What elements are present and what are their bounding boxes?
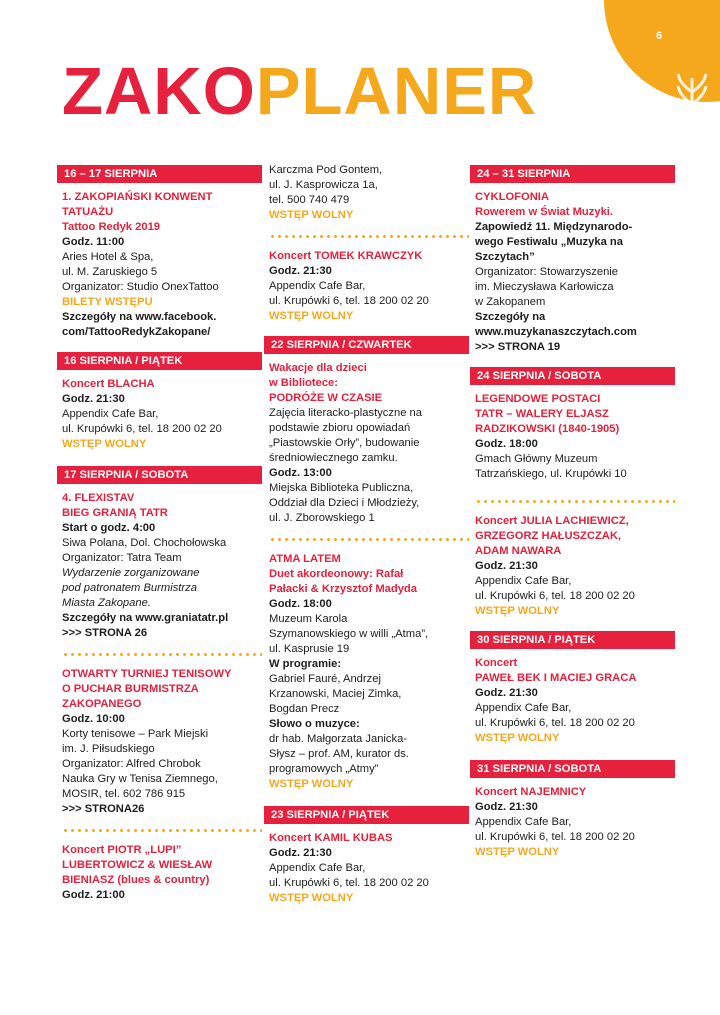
event-continued [269, 163, 469, 223]
column-3 [475, 165, 675, 868]
event-title: GRZEGORZ HAŁUSZCZAK, [475, 530, 622, 542]
event-atma-latem [269, 552, 469, 792]
event-time: Godz. 21:30 [475, 687, 538, 699]
event-admission: WSTĘP WOLNY [269, 209, 354, 221]
event-address: ul. Krupówki 6, tel. 18 200 02 20 [475, 590, 635, 602]
event-description: Zapowiedź 11. Międzynarodo- [475, 221, 633, 233]
event-title: Wakacje dla dzieci [269, 362, 367, 374]
event-organizer: im. Mieczysława Karłowicza [475, 281, 614, 293]
event-venue: Miejska Biblioteka Publiczna, [269, 482, 414, 494]
event-title: Koncert TOMEK KRAWCZYK [269, 250, 423, 262]
event-time: Godz. 13:00 [269, 467, 332, 479]
event-note: pod patronatem Burmistrza [62, 582, 197, 594]
event-title: BIENIASZ (blues & country) [62, 874, 210, 886]
dotted-divider [475, 500, 675, 503]
event-note: Wydarzenie zorganizowane [62, 567, 200, 579]
event-details: www.muzykanaszczytach.com [475, 326, 637, 338]
event-admission: WSTĘP WOLNY [475, 605, 560, 617]
event-description: Zajęcia literacko-plastyczne na [269, 407, 422, 419]
event-title: LEGENDOWE POSTACI [475, 393, 601, 405]
event-title: TATUAŻU [62, 206, 114, 218]
event-title: Koncert [475, 657, 518, 669]
event-description: średniowiecznego zamku. [269, 452, 398, 464]
event-description: podstawie zbioru opowiadań [269, 422, 411, 434]
dotted-divider [269, 538, 469, 541]
event-wakacje-dla-dzieci [269, 361, 469, 526]
event-venue: im. J. Piłsudskiego [62, 743, 155, 755]
date-header: 17 SIERPNIA / SOBOTA [57, 466, 262, 484]
event-page-ref: >>> STRONA 19 [475, 341, 561, 353]
column-2 [269, 163, 469, 914]
dotted-divider [62, 653, 262, 656]
event-title: O PUCHAR BURMISTRZA [62, 683, 199, 695]
event-admission: WSTĘP WOLNY [475, 846, 560, 858]
event-concert-najemnicy [475, 785, 675, 860]
event-time: Godz. 10:00 [62, 713, 125, 725]
event-legendowe-postaci [475, 392, 675, 482]
event-venue: Appendix Cafe Bar, [475, 816, 572, 828]
event-title: 1. ZAKOPIAŃSKI KONWENT [62, 191, 213, 203]
event-title: Koncert PIOTR „LUPI” [62, 844, 182, 856]
event-time: Godz. 21:30 [475, 801, 538, 813]
event-venue: Appendix Cafe Bar, [475, 575, 572, 587]
event-title: Koncert KAMIL KUBAS [269, 832, 393, 844]
event-details: Szczegóły na www.facebook. [62, 311, 217, 323]
date-header: 16 SIERPNIA / PIĄTEK [57, 352, 262, 370]
event-title: TATR – WALERY ELJASZ [475, 408, 609, 420]
event-title: ATMA LATEM [269, 553, 341, 565]
date-header: 16 – 17 SIERPNIA [57, 165, 262, 183]
talk-speaker: programowych „Atmy” [269, 763, 379, 775]
event-note: Miasta Zakopane. [62, 597, 151, 609]
event-admission: WSTĘP WOLNY [269, 778, 354, 790]
date-header: 31 SIERPNIA / SOBOTA [470, 760, 675, 778]
program-item: Gabriel Fauré, Andrzej [269, 673, 381, 685]
event-admission: BILETY WSTĘPU [62, 296, 153, 308]
event-concert-pawel-bek [475, 656, 675, 746]
event-time: Godz. 18:00 [475, 438, 538, 450]
event-organizer: Organizator: Stowarzyszenie [475, 266, 619, 278]
event-title: RADZIKOWSKI (1840-1905) [475, 423, 620, 435]
event-title: ZAKOPANEGO [62, 698, 142, 710]
event-admission: WSTĘP WOLNY [269, 310, 354, 322]
program-label: W programie: [269, 658, 342, 670]
event-time: Godz. 11:00 [62, 236, 125, 248]
event-organizer: Organizator: Alfred Chrobok [62, 758, 201, 770]
event-title: LUBERTOWICZ & WIESŁAW [62, 859, 213, 871]
event-tennis-tournament [62, 667, 262, 817]
event-title: Koncert NAJEMNICY [475, 786, 587, 798]
event-venue: Muzeum Karola [269, 613, 348, 625]
event-address: ul. Krupówki 6, tel. 18 200 02 20 [269, 877, 429, 889]
date-header: 30 SIERPNIA / PIĄTEK [470, 631, 675, 649]
event-title: w Bibliotece: [269, 377, 338, 389]
event-address: Tatrzańskiego, ul. Krupówki 10 [475, 468, 627, 480]
event-time: Godz. 21:30 [475, 560, 538, 572]
event-title: ADAM NAWARA [475, 545, 562, 557]
event-phone: tel. 500 740 479 [269, 194, 350, 206]
event-description: wego Festiwalu „Muzyka na [475, 236, 623, 248]
event-description: „Piastowskie Orły”, budowanie [269, 437, 420, 449]
date-header: 24 SIERPNIA / SOBOTA [470, 367, 675, 385]
event-title: CYKLOFONIA [475, 191, 549, 203]
event-address: ul. Krupówki 6, tel. 18 200 02 20 [475, 831, 635, 843]
event-concert-kamil-kubas [269, 831, 469, 906]
column-1 [62, 165, 262, 911]
logo-part-2: PLANER [255, 54, 538, 129]
event-bieg-grania-tatr [62, 491, 262, 641]
date-header: 23 SIERPNIA / PIĄTEK [264, 806, 469, 824]
event-address: ul. Krupówki 6, tel. 18 200 02 20 [269, 295, 429, 307]
event-time: Start o godz. 4:00 [62, 522, 156, 534]
event-page-ref: >>> STRONA 26 [62, 627, 148, 639]
event-venue: Oddział dla Dzieci i Młodzieży, [269, 497, 420, 509]
event-time: Godz. 18:00 [269, 598, 332, 610]
program-item: Bogdan Precz [269, 703, 340, 715]
event-address: ul. M. Zaruskiego 5 [62, 266, 158, 278]
event-title: BIEG GRANIĄ TATR [62, 507, 168, 519]
event-description: Szczytach” [475, 251, 535, 263]
event-admission: WSTĘP WOLNY [269, 892, 354, 904]
event-address: ul. J. Kasprowicza 1a, [269, 179, 378, 191]
event-time: Godz. 21:30 [269, 265, 332, 277]
event-time: Godz. 21:30 [269, 847, 332, 859]
event-venue: Gmach Główny Muzeum [475, 453, 598, 465]
logo-part-1: ZAKO [62, 54, 256, 129]
event-title: OTWARTY TURNIEJ TENISOWY [62, 668, 232, 680]
event-venue: Karczma Pod Gontem, [269, 164, 383, 176]
talk-speaker: Słysz – prof. AM, kurator ds. [269, 748, 409, 760]
program-item: Krzanowski, Maciej Zimka, [269, 688, 402, 700]
event-subtitle: Pałacki & Krzysztof Madyda [269, 583, 417, 595]
event-concert-lupi [62, 843, 262, 903]
event-details: Szczegóły na www.graniatatr.pl [62, 612, 229, 624]
event-details: Szczegóły na [475, 311, 546, 323]
event-title: PODRÓŻE W CZASIE [269, 392, 383, 404]
zakoplaner-logo [62, 54, 538, 129]
event-organizer: w Zakopanem [475, 296, 546, 308]
dotted-divider [62, 829, 262, 832]
event-organizer: Organizator: Tatra Team [62, 552, 182, 564]
event-venue: Siwa Polana, Dol. Chochołowska [62, 537, 227, 549]
dotted-divider [269, 235, 469, 238]
event-organizer: Nauka Gry w Tenisa Ziemnego, [62, 773, 218, 785]
date-header: 24 – 31 SIERPNIA [470, 165, 675, 183]
event-address: ul. Krupówki 6, tel. 18 200 02 20 [62, 423, 222, 435]
event-venue: Appendix Cafe Bar, [475, 702, 572, 714]
date-header: 22 SIERPNIA / CZWARTEK [264, 336, 469, 354]
event-page-ref: >>> STRONA26 [62, 803, 145, 815]
event-time: Godz. 21:00 [62, 889, 125, 901]
event-time: Godz. 21:30 [62, 393, 125, 405]
event-admission: WSTĘP WOLNY [62, 438, 147, 450]
event-address: ul. Krupówki 6, tel. 18 200 02 20 [475, 717, 635, 729]
event-tattoo-convention [62, 190, 262, 340]
event-title: Koncert JULIA LACHIEWICZ, [475, 515, 629, 527]
event-subtitle: Rowerem w Świat Muzyki. [475, 206, 614, 218]
event-address: ul. Kasprusie 19 [269, 643, 350, 655]
event-title: Koncert BLACHA [62, 378, 155, 390]
event-details: com/TattooRedykZakopane/ [62, 326, 211, 338]
talk-label: Słowo o muzyce: [269, 718, 360, 730]
event-venue: Korty tenisowe – Park Miejski [62, 728, 209, 740]
event-title: 4. FLEXISTAV [62, 492, 135, 504]
event-cyklofonia [475, 190, 675, 355]
event-venue: Appendix Cafe Bar, [269, 280, 366, 292]
event-title: PAWEŁ BEK I MACIEJ GRACA [475, 672, 637, 684]
event-address: ul. J. Zborowskiego 1 [269, 512, 375, 524]
event-organizer: MOSIR, tel. 602 786 915 [62, 788, 186, 800]
event-subtitle: Duet akordeonowy: Rafał [269, 568, 404, 580]
event-venue: Appendix Cafe Bar, [62, 408, 159, 420]
event-admission: WSTĘP WOLNY [475, 732, 560, 744]
talk-speaker: dr hab. Małgorzata Janicka- [269, 733, 408, 745]
event-organizer: Organizator: Studio OnexTattoo [62, 281, 219, 293]
event-concert-lachiewicz [475, 514, 675, 619]
page-number: 6 [656, 30, 663, 42]
event-venue: Appendix Cafe Bar, [269, 862, 366, 874]
event-venue: Szymanowskiego w willi „Atma”, [269, 628, 429, 640]
event-concert-blacha [62, 377, 262, 452]
corner-sun-decoration [600, 0, 720, 120]
event-concert-tomek-krawczyk [269, 249, 469, 324]
event-subtitle: Tattoo Redyk 2019 [62, 221, 161, 233]
event-venue: Aries Hotel & Spa, [62, 251, 154, 263]
